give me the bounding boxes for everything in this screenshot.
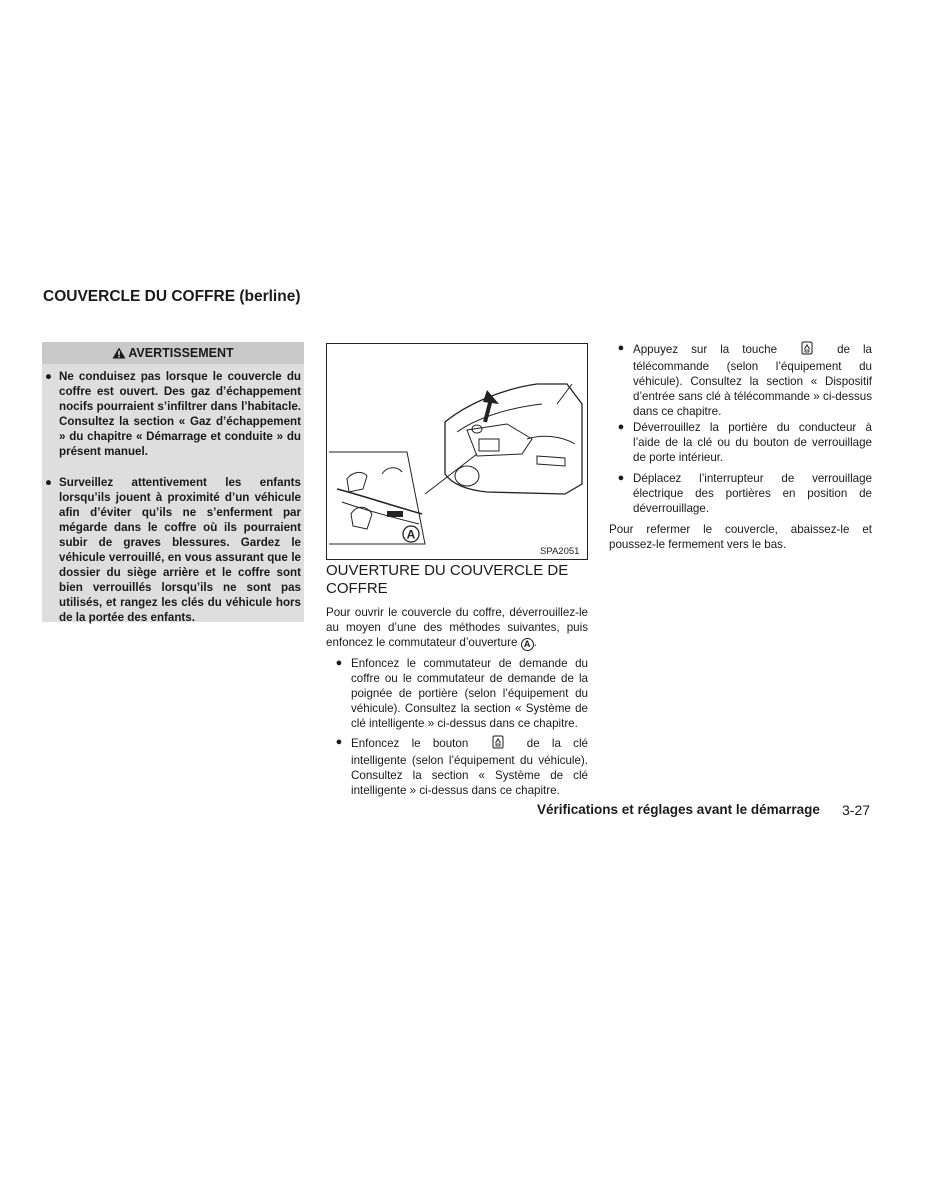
list-item-text <box>633 341 872 419</box>
list-item-text: Déverrouillez la portière du conducteur à l’aide de la clé ou du bouton de verrouillage de porte intérieur. <box>633 421 872 464</box>
car-trunk-drawing <box>327 344 587 559</box>
figure-code: SPA2051 <box>540 546 580 557</box>
opening-heading: OUVERTURE DU COUVERCLE DE COFFRE <box>326 562 569 597</box>
list-item-text-end: de la clé intelligente (selon l’équipement du véhicule). Consultez la section « Système de clé intelligente » ci-dessus dans ce chapitre. <box>351 737 588 797</box>
bullet-dot-icon: ● <box>45 370 53 383</box>
list-item <box>327 735 588 798</box>
trunk-key-icon <box>790 341 824 359</box>
list-item-text-start: Enfoncez le bouton <box>351 737 469 750</box>
list-item-text: Déplacez l’interrupteur de verrouillage électrique des portières en position de déverrouillage. <box>633 472 872 515</box>
bullet-dot-icon: ● <box>617 472 625 484</box>
list-item <box>609 471 872 516</box>
warning-triangle-icon <box>112 347 126 359</box>
section-title: COUVERCLE DU COFFRE (berline) <box>43 288 301 305</box>
bullet-dot-icon: ● <box>617 421 625 433</box>
opening-intro <box>326 605 588 651</box>
warning-title: AVERTISSEMENT <box>128 346 234 360</box>
list-item <box>327 656 588 731</box>
callout-a-icon: A <box>521 638 534 651</box>
figure-callout-a: A <box>406 527 416 542</box>
list-item-text-end: de la télécommande (selon l’équipement du véhicule). Consultez la section « Dispositif d’entrée sans clé à télécommande » ci-dessus dans ce chapitre. <box>633 343 872 418</box>
warning-item-text: Surveillez attentivement les enfants lorsqu’ils jouent à proximité d’un véhicule afin d’éviter qu’ils ne s’enferment par mégarde dans le coffre où ils pourraient subir de graves blessures. Gardez le véhicule verrouillé, en vous assurant que le dossier du siège arrière et le coffre sont bien verrouillés lorsqu’ils ne sont pas utilisés, et rangez les clés du véhicule hors de la portée des enfants. <box>59 476 301 624</box>
footer-chapter: Vérifications et réglages avant le démarrage <box>537 802 820 817</box>
trunk-illustration <box>326 343 588 560</box>
bullet-dot-icon: ● <box>335 657 343 669</box>
warning-item <box>45 369 301 459</box>
bullet-dot-icon: ● <box>45 476 53 489</box>
bullet-dot-icon: ● <box>617 342 625 354</box>
opening-intro-text: Pour ouvrir le couvercle du coffre, déverrouillez-le au moyen d’une des méthodes suivantes, puis enfoncez le commutateur d’ouverture <box>326 606 588 649</box>
list-item-text-start: Appuyez sur la touche <box>633 343 778 356</box>
warning-item <box>45 475 301 625</box>
trunk-key-icon <box>481 735 515 753</box>
warning-header <box>42 342 304 364</box>
warning-item-text: Ne conduisez pas lorsque le couvercle du coffre est ouvert. Des gaz d’échappement nocifs pourraient s’infiltrer dans l’habitacle. Consultez la section « Gaz d’échappement » du chapitre « Démarrage et conduite » du présent manuel. <box>59 370 301 458</box>
list-item-text: Enfoncez le commutateur de demande du coffre ou le commutateur de demande de la poignée de portière (selon l’équipement du véhicule). Consultez la section « Système de clé intelligente » ci-dessus dans ce chapitre. <box>351 657 588 730</box>
closing-paragraph: Pour refermer le couvercle, abaissez-le et poussez-le fermement vers le bas. <box>609 523 872 551</box>
footer-page-number: 3-27 <box>842 802 871 818</box>
bullet-dot-icon: ● <box>335 736 343 748</box>
list-item <box>609 341 872 419</box>
opening-intro-end: . <box>533 636 537 649</box>
list-item-text <box>351 735 588 798</box>
list-item <box>609 420 872 465</box>
